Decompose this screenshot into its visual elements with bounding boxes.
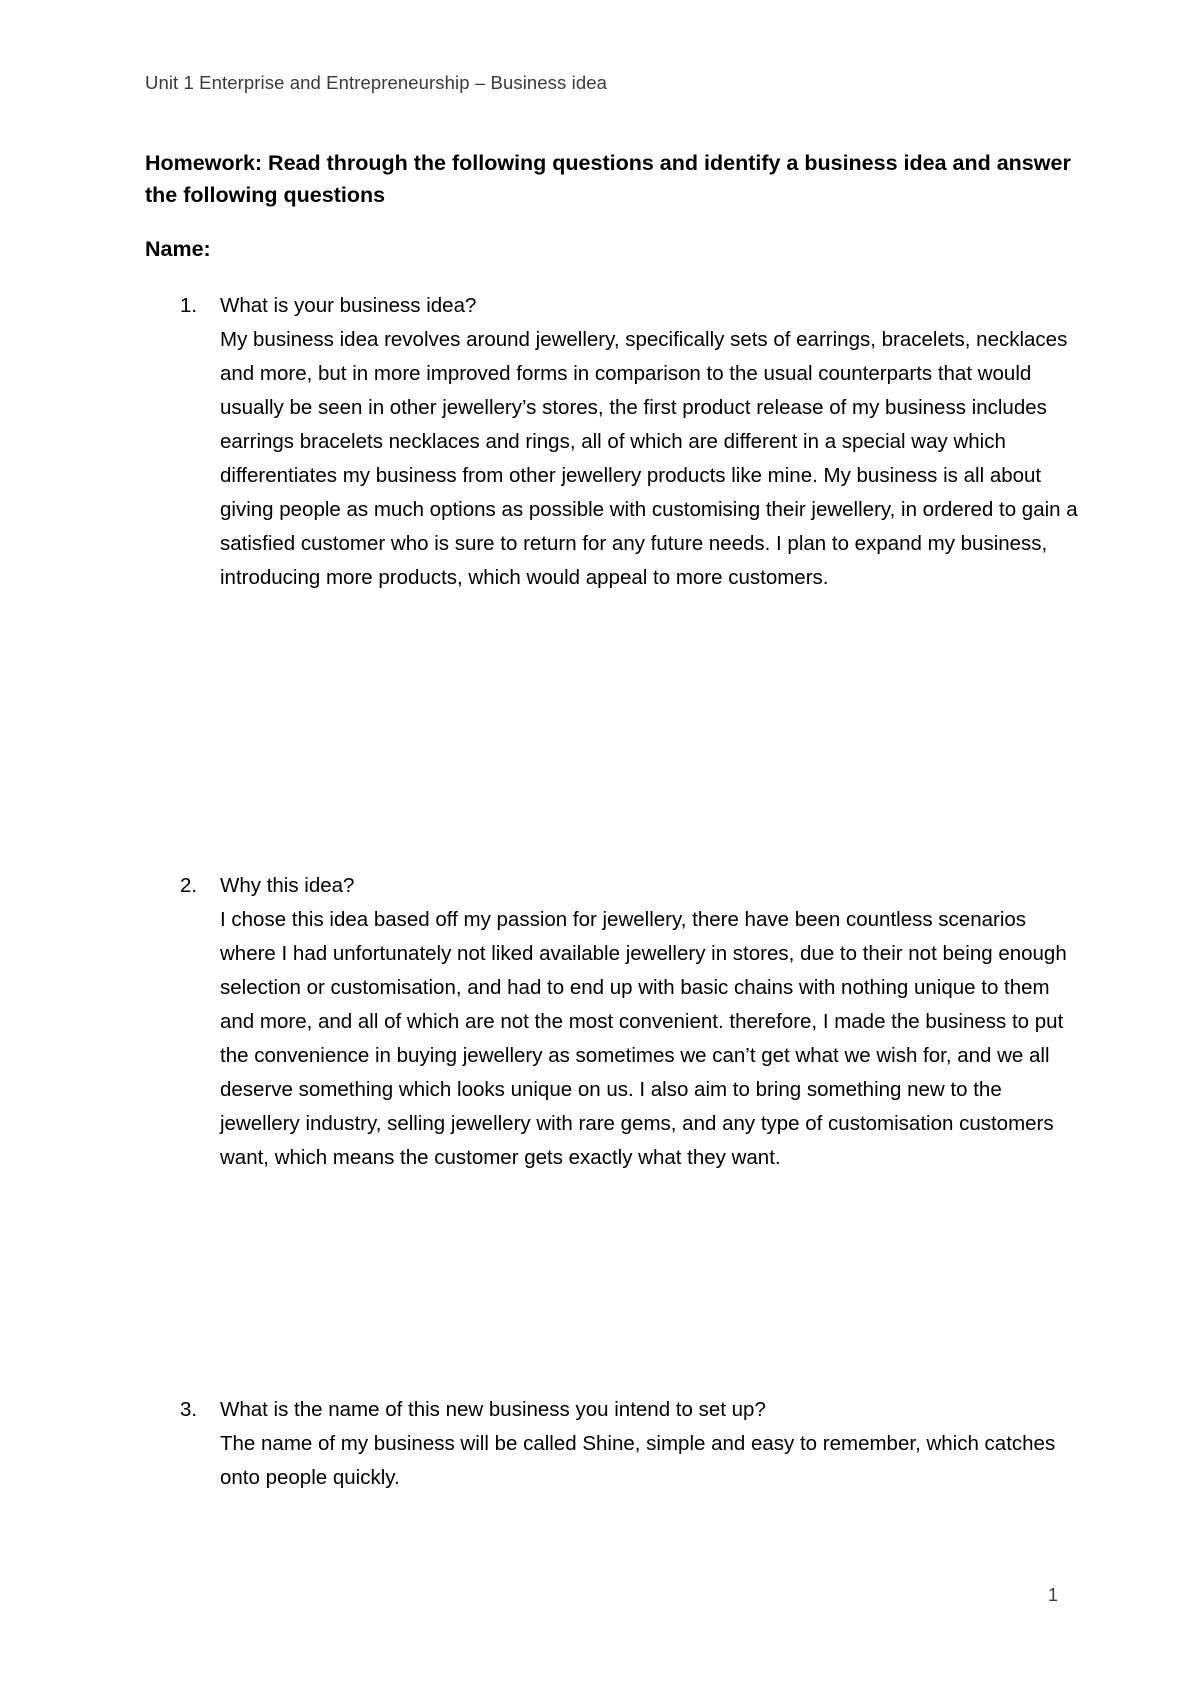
name-label: Name: [145, 237, 211, 261]
answer-text: My business idea revolves around jewellery, specifically sets of earrings, bracelets, necklaces and more, but in more improved forms in comparison to the usual counterparts that would usually be seen in other jewellery’s stores, the first product release of my business includes earrings bracelets necklaces and rings, all of which are different in a special way which differentiates my business from other jewellery products like mine. My business is all about giving people as much options as possible with customising their jewellery, in ordered to gain a satisfied customer who is sure to return for any future needs. I plan to expand my business, introducing more products, which would appeal to more customers. [220, 328, 1078, 589]
question-text: What is the name of this new business you intend to set up? [220, 1398, 766, 1421]
answer-text: I chose this idea based off my passion for jewellery, there have been countless scenarios where I had unfortunately not liked available jewellery in stores, due to their not being enough selection or customisation, and had to end up with basic chains with nothing unique to them and more, and all of which are not the most convenient. therefore, I made the business to put the convenience in buying jewellery as sometimes we can’t get what we wish for, and we all deserve something which looks unique on us. I also aim to bring something new to the jewellery industry, selling jewellery with rare gems, and any type of customisation customers want, which means the customer gets exactly what they want. [220, 908, 1067, 1169]
question-text: What is your business idea? [220, 294, 477, 317]
page-header: Unit 1 Enterprise and Entrepreneurship – Business idea [145, 72, 608, 93]
question-number: 1. [180, 294, 198, 317]
answer-text: The name of my business will be called Shine, simple and easy to remember, which catches onto people quickly. [220, 1432, 1056, 1489]
homework-heading: Homework: Read through the following questions and identify a business idea and answer the following questions [145, 151, 1071, 207]
page-number: 1 [1048, 1585, 1059, 1605]
question-number: 2. [180, 874, 198, 897]
question-text: Why this idea? [220, 874, 355, 897]
question-number: 3. [180, 1398, 198, 1421]
